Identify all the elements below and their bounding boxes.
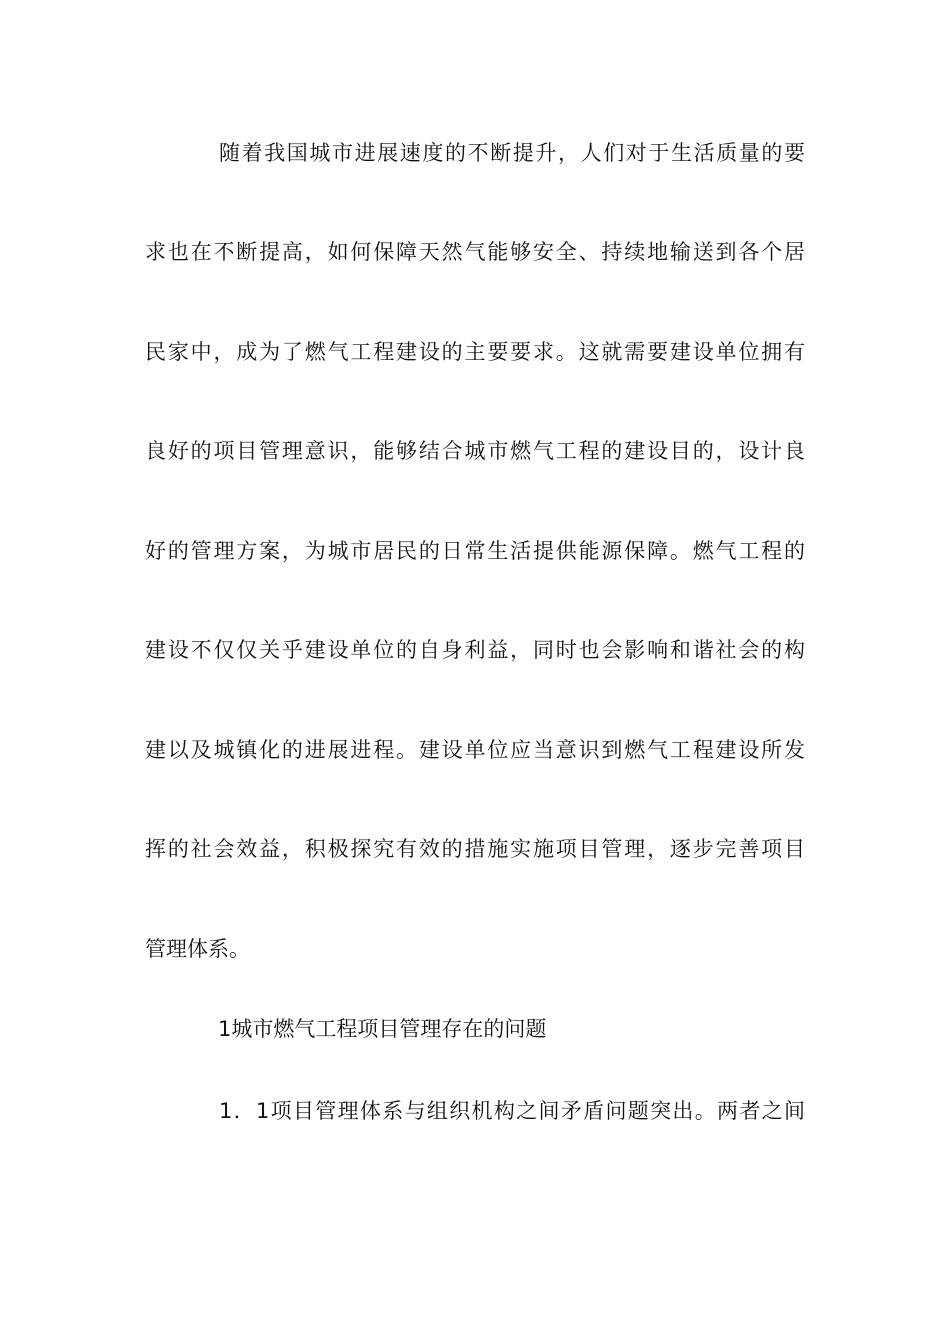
paragraph-line: 民家中，成为了燃气工程建设的主要要求。这就需要建设单位拥有	[145, 340, 805, 364]
paragraph-line: 建设不仅仅关乎建设单位的自身利益，同时也会影响和谐社会的构	[145, 638, 805, 662]
paragraph-line: 挥的社会效益，积极探究有效的措施实施项目管理，逐步完善项目	[145, 837, 805, 861]
paragraph-line: 良好的项目管理意识，能够结合城市燃气工程的建设目的，设计良	[145, 439, 805, 463]
paragraph-line: 随着我国城市进展速度的不断提升，人们对于生活质量的要	[219, 141, 805, 165]
paragraph-line: 求也在不断提高，如何保障天然气能够安全、持续地输送到各个居	[145, 240, 805, 264]
paragraph-last-line: 管理体系。	[145, 937, 250, 961]
paragraph-line: 好的管理方案，为城市居民的日常生活提供能源保障。燃气工程的	[145, 539, 805, 563]
paragraph-line: 建以及城镇化的进展进程。建设单位应当意识到燃气工程建设所发	[145, 738, 805, 762]
section-heading: 1城市燃气工程项目管理存在的问题	[218, 1017, 547, 1041]
subsection-line: 1．1项目管理体系与组织机构之间矛盾问题突出。两者之间	[219, 1099, 805, 1123]
